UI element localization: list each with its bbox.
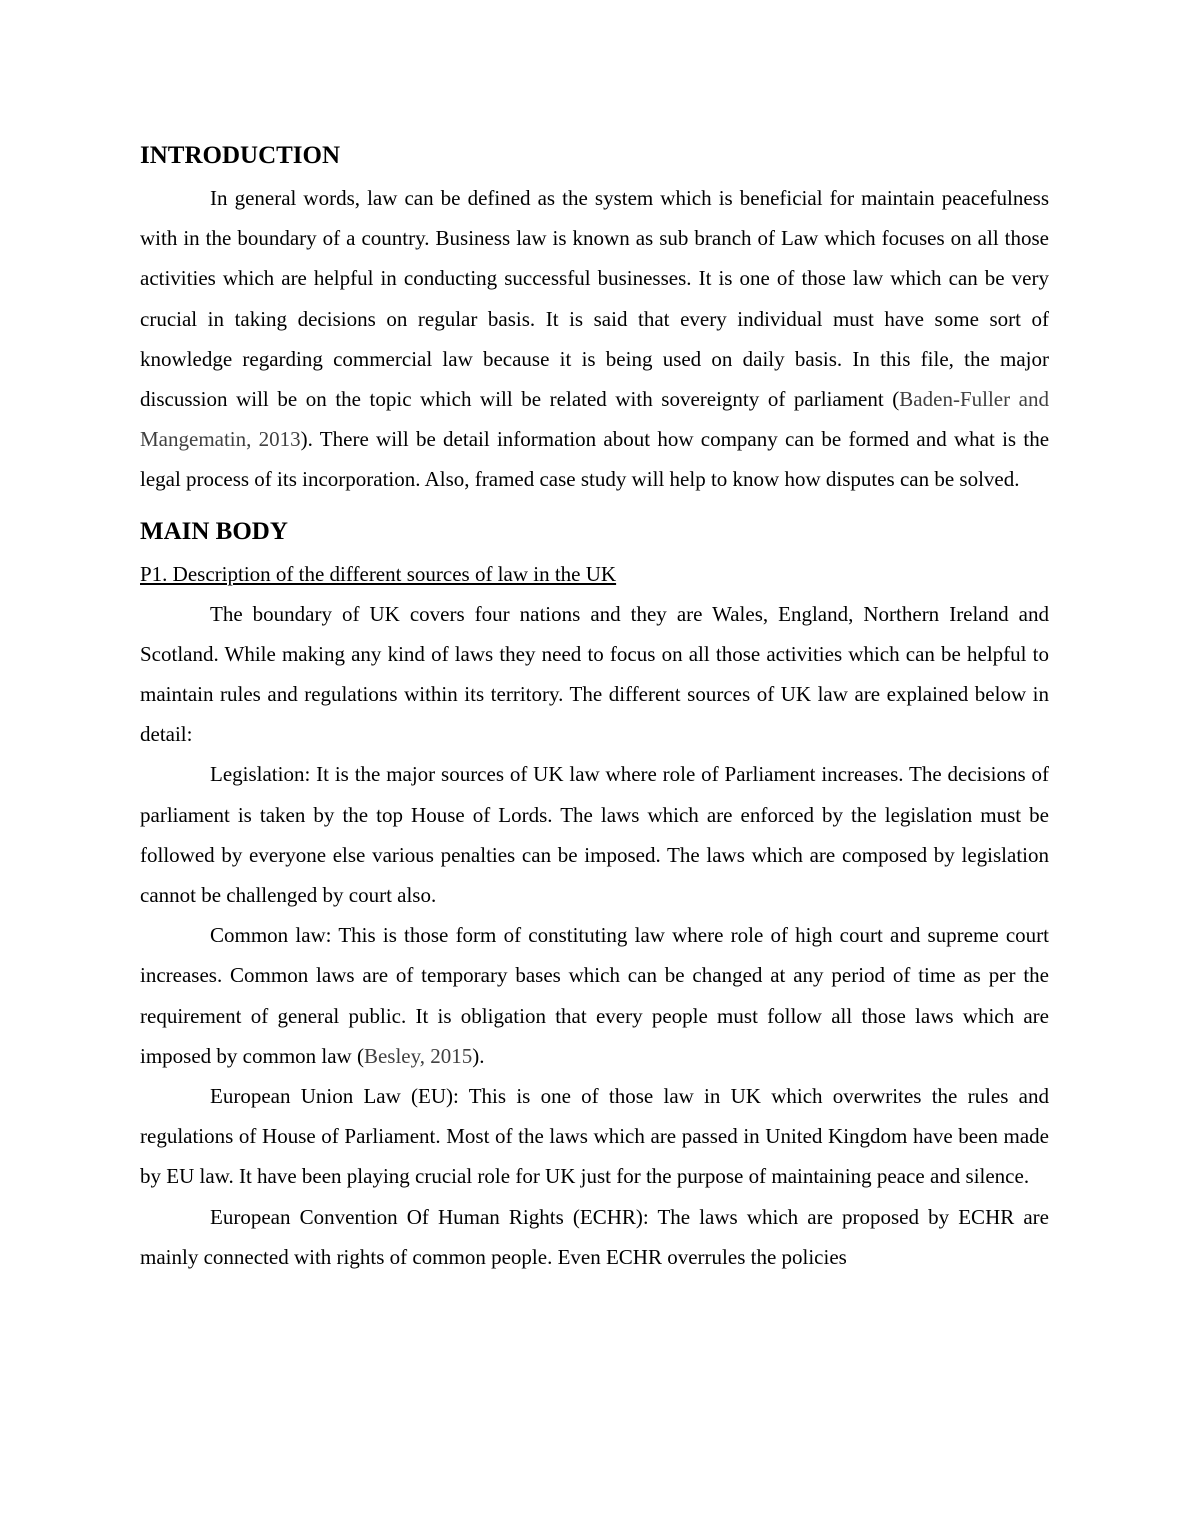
section-title-p1: P1. Description of the different sources of law in the UK — [140, 561, 617, 586]
introduction-heading: INTRODUCTION — [140, 142, 341, 169]
paragraph-echr: European Convention Of Human Rights (ECHR): The laws which are proposed by ECHR are mainly connected with rights of common people. Even ECHR overrules the policies — [140, 1204, 1049, 1269]
paragraph-uk-boundary: The boundary of UK covers four nations and they are Wales, England, Northern Ireland and Scotland. While making any kind of laws they need to focus on all those activities which can be helpful to maintain rules and regulations within its territory. The different sources of UK law are explained below in detail: — [140, 601, 1049, 747]
common-law-text-a: Common law: This is those form of constituting law where role of high court and supreme court increases. Common laws are of temporary bases which can be changed at any period of time as per the requirement of general public. It is obligation that every people must follow all those laws which are imposed by common law ( — [140, 923, 1049, 1068]
citation-baden-fuller: Baden-Fuller and Mangematin, 2013 — [140, 387, 1050, 452]
introduction-text-a: In general words, law can be defined as the system which is beneficial for maintain peacefulness with in the boundary of a country. Business law is known as sub branch of Law which focuses on all those activities which are helpful in conducting successful businesses. It is one of those law which can be very crucial in taking decisions on regular basis. It is said that every individual must have some sort of knowledge regarding commercial law because it is being used on daily basis. In this file, the major discussion will be on the topic which will be related with sovereignty of parliament ( — [140, 186, 1049, 412]
introduction-paragraph — [140, 178, 1049, 500]
common-law-text-b: ). — [472, 1043, 485, 1068]
main-body-heading: MAIN BODY — [140, 517, 288, 545]
paragraph-legislation: Legislation: It is the major sources of UK law where role of Parliament increases. The decisions of parliament is taken by the top House of Lords. The laws which are enforced by the legislation must be followed by everyone else various penalties can be imposed. The laws which are composed by legislation cannot be challenged by court also. — [140, 762, 1049, 908]
document-page — [140, 138, 1049, 1277]
citation-besley: Besley, 2015 — [363, 1043, 473, 1068]
introduction-text-b: ). There will be detail information about how company can be formed and what is the legal process of its incorporation. Also, framed case study will help to know how disputes can be solved. — [140, 427, 1050, 492]
paragraph-eu-law: European Union Law (EU): This is one of those law in UK which overwrites the rules and regulations of House of Parliament. Most of the laws which are passed in United Kingdom have been made by EU law. It have been playing crucial role for UK just for the purpose of maintaining peace and silence. — [140, 1084, 1049, 1189]
paragraph-common-law — [140, 915, 1049, 1076]
